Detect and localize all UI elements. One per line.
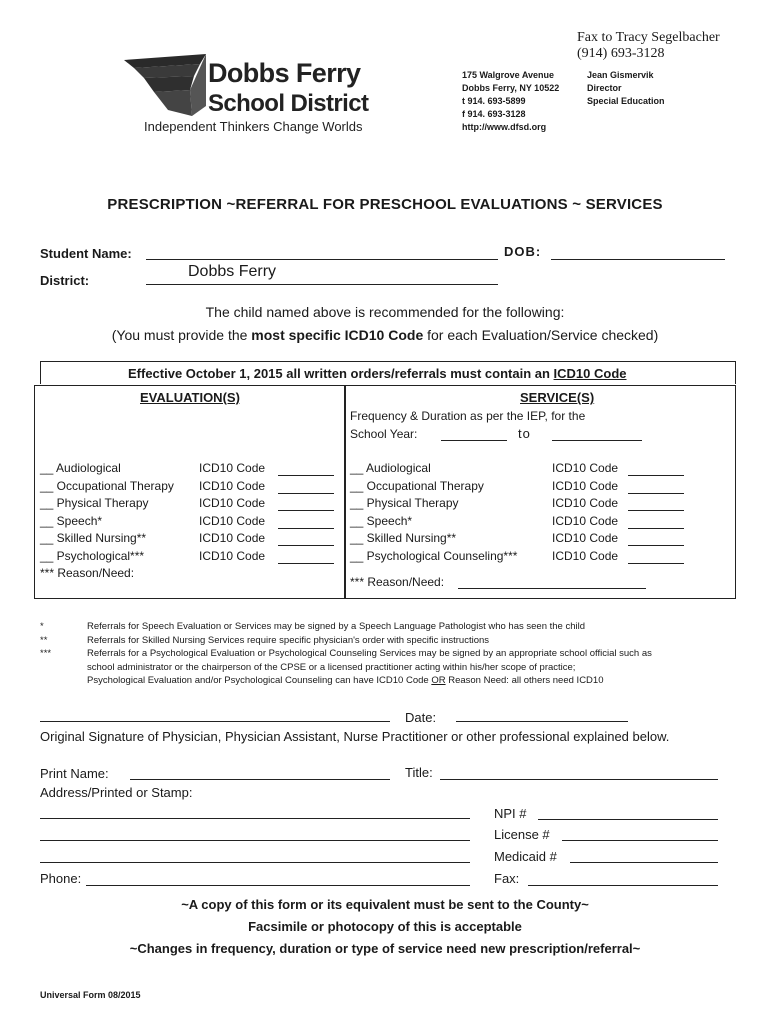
eval-item-audiological[interactable]: __ Audiological xyxy=(40,461,121,475)
service-code-label: ICD10 Code xyxy=(552,513,619,528)
address-website: http://www.dfsd.org xyxy=(462,122,547,132)
eval-code-label: ICD10 Code xyxy=(199,548,266,563)
evaluations-list xyxy=(40,460,174,583)
service-code-field[interactable] xyxy=(628,493,684,494)
title-field[interactable] xyxy=(440,779,718,780)
district-address xyxy=(462,69,559,134)
intro-line2 xyxy=(0,327,770,343)
services-list xyxy=(350,460,517,565)
print-name-label: Print Name: xyxy=(40,766,109,781)
service-item-speech[interactable]: __ Speech* xyxy=(350,513,413,528)
eval-code-label: ICD10 Code xyxy=(199,531,266,545)
service-item-psychological-counseling[interactable]: __ Psychological Counseling*** xyxy=(350,548,518,563)
service-reason-field[interactable] xyxy=(458,588,646,589)
note-skilled-nursing: Referrals for Skilled Nursing Services require specific physician's order with specific instructions xyxy=(87,634,490,646)
fax-note xyxy=(577,30,720,62)
phone-label: Phone: xyxy=(40,871,82,886)
eval-item-physical-therapy[interactable]: __ Physical Therapy xyxy=(40,496,149,510)
fax-number: (914) 693-3128 xyxy=(577,46,665,61)
medicaid-field[interactable] xyxy=(570,862,718,863)
date-field[interactable] xyxy=(456,721,628,722)
eval-code-field[interactable] xyxy=(278,510,334,511)
service-code-field[interactable] xyxy=(628,528,684,529)
district-logo-icon xyxy=(120,50,212,120)
eval-code-field[interactable] xyxy=(278,493,334,494)
services-frequency-line1: Frequency & Duration as per the IEP, for the xyxy=(350,409,586,423)
service-item-skilled-nursing[interactable]: __ Skilled Nursing** xyxy=(350,531,457,545)
npi-field[interactable] xyxy=(538,819,718,820)
logo-tagline: Independent Thinkers Change Worlds xyxy=(144,119,363,134)
address-line-3[interactable] xyxy=(40,862,470,863)
eval-code-label: ICD10 Code xyxy=(199,496,266,510)
address-line-1[interactable] xyxy=(40,818,470,819)
address-phone: t 914. 693-5899 xyxy=(462,96,526,106)
fax-label: Fax: xyxy=(494,871,520,886)
address-city: Dobbs Ferry, NY 10522 xyxy=(462,83,560,93)
service-code-field[interactable] xyxy=(628,475,684,476)
services-header: SERVICE(S) xyxy=(520,390,595,405)
student-name-label: Student Name: xyxy=(40,246,132,261)
license-field[interactable] xyxy=(562,840,718,841)
signature-caption: Original Signature of Physician, Physician Assistant, Nurse Practitioner or other professional explained below. xyxy=(40,729,670,744)
service-item-occupational-therapy[interactable]: __ Occupational Therapy xyxy=(350,478,484,493)
service-reason-label: *** Reason/Need: xyxy=(350,575,445,589)
fax-to-name: Fax to Tracy Segelbacher xyxy=(577,30,720,45)
footer-line3: ~Changes in frequency, duration or type of service need new prescription/referral~ xyxy=(129,941,641,956)
eval-code-field[interactable] xyxy=(278,563,334,564)
phone-field[interactable] xyxy=(86,885,470,886)
director-title: Director xyxy=(587,83,622,93)
district-value: Dobbs Ferry xyxy=(188,263,277,280)
eval-item-occupational-therapy[interactable]: __ Occupational Therapy xyxy=(40,478,174,493)
intro-line2-pre: (You must provide the xyxy=(111,327,252,343)
note-psychological-cont2 xyxy=(87,674,757,688)
service-item-audiological[interactable]: __ Audiological xyxy=(350,461,431,475)
logo-name-line2: School District xyxy=(208,90,369,117)
note-cont2-or: OR xyxy=(431,675,446,687)
eval-codes xyxy=(199,460,265,565)
note-mark: ** xyxy=(40,634,48,646)
notes-text xyxy=(87,620,757,688)
service-code-field[interactable] xyxy=(628,510,684,511)
note-speech: Referrals for Speech Evaluation or Services may be signed by a Speech Language Pathologist who has seen the child xyxy=(87,621,585,632)
address-street: 175 Walgrove Avenue xyxy=(462,70,555,80)
npi-label: NPI # xyxy=(494,806,527,821)
address-fax: f 914. 693-3128 xyxy=(462,109,526,119)
logo-name-line1: Dobbs Ferry xyxy=(208,58,361,88)
school-year-to: to xyxy=(518,426,531,441)
address-label: Address/Printed or Stamp: xyxy=(40,785,193,800)
fax-field[interactable] xyxy=(528,885,718,886)
eval-code-field[interactable] xyxy=(278,528,334,529)
eval-reason-label: *** Reason/Need: xyxy=(40,566,135,580)
note-psychological-cont1: school administrator or the chairperson of the CPSE or a licensed practitioner acting within his/her scope of practice; xyxy=(87,661,576,673)
footer-line1: ~A copy of this form or its equivalent must be sent to the County~ xyxy=(181,897,589,912)
school-year-end-field[interactable] xyxy=(552,440,642,441)
service-codes xyxy=(552,460,618,565)
medicaid-label: Medicaid # xyxy=(494,849,557,864)
eval-item-psychological[interactable]: __ Psychological*** xyxy=(40,548,145,563)
note-cont2-post: Reason Need: all others need ICD10 xyxy=(445,675,604,687)
note-psychological: Referrals for a Psychological Evaluation or Psychological Counseling Services may be signed by an appropriate school official such as xyxy=(87,648,652,660)
service-code-label: ICD10 Code xyxy=(552,496,619,510)
footer-line2: Facsimile or photocopy of this is acceptable xyxy=(248,919,522,934)
intro-line1: The child named above is recommended for the following: xyxy=(205,304,565,320)
eval-code-field[interactable] xyxy=(278,475,334,476)
note-cont2-pre: Psychological Evaluation and/or Psychological Counseling can have ICD10 Code xyxy=(87,675,432,687)
address-line-2[interactable] xyxy=(40,840,470,841)
print-name-field[interactable] xyxy=(130,779,390,780)
service-item-physical-therapy[interactable]: __ Physical Therapy xyxy=(350,496,459,510)
date-label: Date: xyxy=(405,710,437,725)
student-name-field[interactable] xyxy=(146,259,498,260)
effective-notice xyxy=(128,366,627,381)
notes-marks xyxy=(40,620,51,661)
service-code-label: ICD10 Code xyxy=(552,548,619,563)
eval-code-field[interactable] xyxy=(278,545,334,546)
eval-item-speech[interactable]: __ Speech* xyxy=(40,513,103,528)
form-id: Universal Form 08/2015 xyxy=(40,990,141,1000)
school-year-start-field[interactable] xyxy=(441,440,507,441)
signature-field[interactable] xyxy=(40,721,390,722)
dob-label: DOB: xyxy=(504,244,542,259)
note-mark: * xyxy=(40,621,44,632)
service-code-label: ICD10 Code xyxy=(552,461,619,475)
evaluations-header: EVALUATION(S) xyxy=(140,390,240,405)
intro-line2-post: for each Evaluation/Service checked) xyxy=(423,327,659,343)
district-field[interactable] xyxy=(146,284,498,285)
title-label: Title: xyxy=(405,765,433,780)
eval-item-skilled-nursing[interactable]: __ Skilled Nursing** xyxy=(40,531,147,545)
license-label: License # xyxy=(494,827,550,842)
intro-line2-bold: most specific ICD10 Code xyxy=(251,327,424,343)
dob-field[interactable] xyxy=(551,259,725,260)
effective-notice-text: Effective October 1, 2015 all written orders/referrals must contain an xyxy=(128,366,554,381)
district-label: District: xyxy=(40,273,90,288)
note-mark: *** xyxy=(40,648,52,660)
director-block xyxy=(587,69,665,108)
director-dept: Special Education xyxy=(587,96,665,106)
services-frequency-line2: School Year: xyxy=(350,427,418,441)
service-code-label: ICD10 Code xyxy=(552,478,619,493)
service-code-field[interactable] xyxy=(628,563,684,564)
form-title: PRESCRIPTION ~REFERRAL FOR PRESCHOOL EVALUATIONS ~ SERVICES xyxy=(107,196,663,213)
service-code-label: ICD10 Code xyxy=(552,531,619,545)
effective-notice-code: ICD10 Code xyxy=(553,366,627,381)
eval-code-label: ICD10 Code xyxy=(199,461,266,475)
eval-code-label: ICD10 Code xyxy=(199,513,266,528)
service-code-field[interactable] xyxy=(628,545,684,546)
director-name: Jean Gismervik xyxy=(587,70,654,80)
eval-code-label: ICD10 Code xyxy=(199,478,266,493)
